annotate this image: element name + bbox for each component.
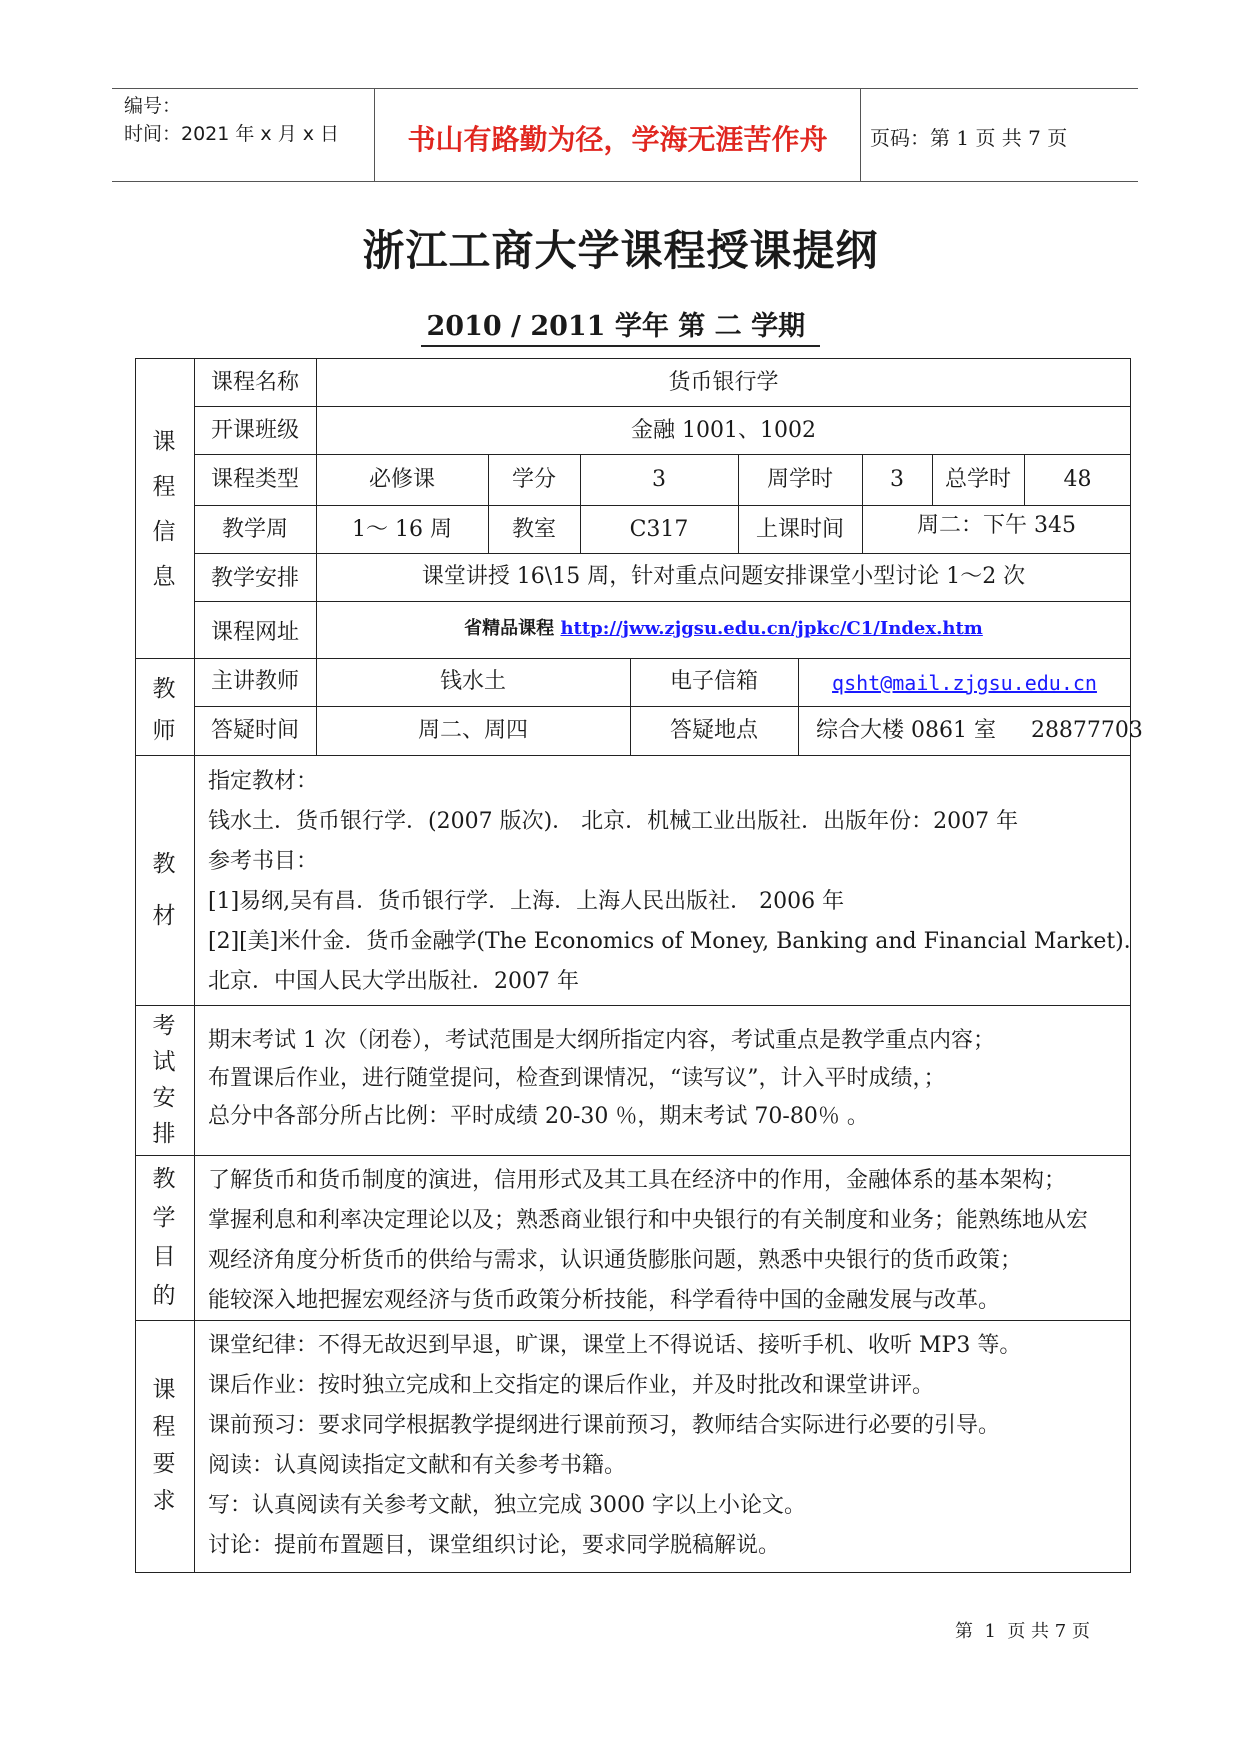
arrangement-value: 课堂讲授 16\15 周，针对重点问题安排课堂小型讨论 1～2 次	[421, 564, 1026, 589]
row-divider	[135, 658, 1131, 659]
header-number: 编号：	[124, 95, 182, 117]
teaching-weeks-value: 1～ 16 周	[352, 517, 452, 542]
text-line: 课堂纪律：不得无故迟到早退，旷课，课堂上不得说话、接听手机、收听 MP3 等。	[208, 1333, 1022, 1358]
page-footer: 第 1 页 共 7 页	[955, 1621, 1090, 1642]
qa-time-value: 周二、周四	[417, 718, 528, 743]
credit-value: 3	[652, 467, 666, 492]
header-divider	[860, 88, 861, 181]
total-hours-label: 总学时	[944, 467, 1011, 492]
textbook-content	[208, 762, 1146, 1002]
row-divider	[194, 706, 1131, 707]
section-text: 教 学 目 的	[152, 1166, 176, 1309]
class-value: 金融 1001、1002	[631, 418, 816, 443]
course-url-label: 课程网址	[210, 620, 299, 645]
course-url-link[interactable]: http://jww.zjgsu.edu.cn/jpkc/C1/Index.htm	[560, 618, 983, 639]
section-text: 课 程 要 求	[152, 1377, 176, 1514]
text-line: 能较深入地把握宏观经济与货币政策分析技能，科学看待中国的金融发展与改革。	[208, 1288, 1001, 1313]
text-line: [2][美]米什金．货币金融学(The Economics of Money, Banking and Financial Market)．	[208, 929, 1146, 954]
objectives-content	[208, 1161, 1088, 1321]
text-line: 参考书目：	[208, 849, 319, 874]
text-line: 了解货币和货币制度的演进，信用形式及其工具在经济中的作用，金融体系的基本架构；	[208, 1168, 1067, 1193]
header-top-rule	[112, 88, 1138, 89]
document-subtitle	[0, 304, 1241, 343]
text-line: 观经济角度分析货币的供给与需求，认识通货膨胀问题，熟悉中央银行的货币政策；	[208, 1248, 1023, 1273]
course-url-cell	[316, 620, 1131, 638]
text-line: 总分中各部分所占比例：平时成绩 20-30 ％，期末考试 70-80％ 。	[208, 1104, 869, 1129]
section-label-teacher	[144, 668, 184, 752]
section-label-requirements	[144, 1372, 184, 1520]
row-divider	[135, 755, 1131, 756]
row-divider	[194, 601, 1131, 602]
text-line: 布置课后作业，进行随堂提问，检查到课情况，“读写议”，计入平时成绩，；	[208, 1066, 946, 1091]
credit-label: 学分	[511, 467, 556, 492]
qa-place-value: 综合大楼 0861 室 28877703	[816, 718, 1143, 743]
text-line: 课前预习：要求同学根据教学提纲进行课前预习，教师结合实际进行必要的引导。	[208, 1413, 1001, 1438]
text-line: 指定教材：	[208, 769, 319, 794]
header-page-number: 页码：第 1 页 共 7 页	[870, 126, 1068, 150]
col-divider	[316, 358, 317, 658]
header-bottom-rule	[112, 181, 1138, 182]
section-label-objectives	[144, 1160, 184, 1316]
row-divider	[135, 1155, 1131, 1156]
class-time-label: 上课时间	[755, 517, 844, 542]
semester: 2010 / 2011 学年 第 二 学期	[421, 311, 821, 347]
section-label-textbook	[144, 838, 184, 942]
text-line: 钱水土．货币银行学．(2007 版次)． 北京．机械工业出版社．出版年份：2007 年	[208, 809, 1019, 834]
section-text: 考 试 安 排	[152, 1013, 176, 1147]
exam-content	[208, 1022, 995, 1136]
row-divider	[194, 406, 1131, 407]
text-line: 掌握利息和利率决定理论以及；熟悉商业银行和中央银行的有关制度和业务；能熟练地从宏	[208, 1208, 1089, 1233]
text-line: 期末考试 1 次（闭卷），考试范围是大纲所指定内容，考试重点是教学重点内容；	[208, 1028, 995, 1053]
row-divider	[194, 454, 1131, 455]
course-type-label: 课程类型	[210, 467, 299, 492]
weekly-hours-value: 3	[890, 467, 904, 492]
url-prefix: 省精品课程	[464, 618, 561, 639]
header-time: 时间：2021 年 x 月 x 日	[124, 123, 340, 145]
arrangement-label: 教学安排	[210, 566, 299, 591]
section-label-course-info	[144, 420, 184, 600]
section-text: 课 程 信 息	[152, 429, 176, 590]
course-name-value: 货币银行学	[668, 370, 779, 395]
text-line: 北京．中国人民大学出版社．2007 年	[208, 969, 579, 994]
row-divider	[194, 553, 1131, 554]
total-hours-value: 48	[1063, 467, 1092, 492]
text-line: 讨论：提前布置题目，课堂组织讨论，要求同学脱稿解说。	[208, 1533, 781, 1558]
section-label-exam	[144, 1008, 184, 1152]
section-text: 教 师	[152, 676, 176, 744]
row-divider	[194, 505, 1131, 506]
header-meta	[124, 92, 339, 148]
header-motto: 书山有路勤为径，学海无涯苦作舟	[407, 123, 828, 156]
lecturer-value: 钱水土	[439, 669, 506, 694]
weekly-hours-label: 周学时	[766, 467, 833, 492]
section-text: 教 材	[152, 851, 176, 929]
course-type-value: 必修课	[368, 467, 435, 492]
row-divider	[135, 1005, 1131, 1006]
teaching-weeks-label: 教学周	[221, 517, 288, 542]
text-line: 课后作业：按时独立完成和上交指定的课后作业，并及时批改和课堂讲评。	[208, 1373, 935, 1398]
class-label: 开课班级	[210, 418, 299, 443]
email-address[interactable]: qsht@mail.zjgsu.edu.cn	[832, 671, 1097, 695]
text-line: 阅读：认真阅读指定文献和有关参考书籍。	[208, 1453, 627, 1478]
classroom-label: 教室	[511, 517, 556, 542]
course-name-label: 课程名称	[210, 370, 299, 395]
classroom-value: C317	[629, 517, 689, 542]
document-title: 浙江工商大学课程授课提纲	[362, 226, 879, 275]
class-time-value: 周二：下午 345	[917, 513, 1076, 538]
email-link[interactable]	[798, 673, 1131, 693]
qa-time-label: 答疑时间	[210, 718, 299, 743]
text-line: 写：认真阅读有关参考文献，独立完成 3000 字以上小论文。	[208, 1493, 806, 1518]
requirements-content	[208, 1326, 1021, 1566]
email-label: 电子信箱	[669, 669, 758, 694]
text-line: [1]易纲,吴有昌．货币银行学．上海．上海人民出版社． 2006 年	[208, 889, 845, 914]
qa-place-label: 答疑地点	[669, 718, 758, 743]
lecturer-label: 主讲教师	[210, 669, 299, 694]
